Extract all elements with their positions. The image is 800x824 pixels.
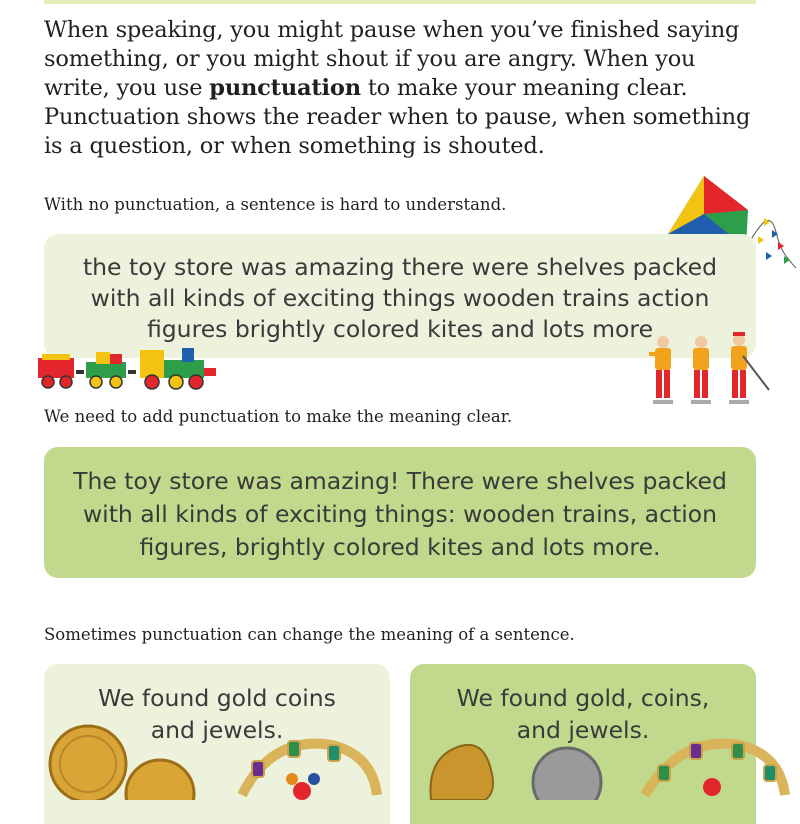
jeweled-bracelet-icon [640, 735, 790, 800]
meaning-example-b: We found gold, coins, and jewels. [456, 684, 710, 744]
top-rule [44, 0, 756, 4]
caption-change-meaning: Sometimes punctuation can change the meaning of a sentence. [44, 625, 575, 644]
silver-coin-icon [533, 748, 601, 800]
caption-no-punctuation: With no punctuation, a sentence is hard to understand. [44, 195, 507, 214]
intro-paragraph [44, 16, 764, 161]
punctuated-example-box [44, 447, 756, 578]
caption-add-punctuation: We need to add punctuation to make the meaning clear. [44, 407, 513, 426]
intro-text-1: When speaking, you might pause when you’ve finished saying something, or you might shout if you are angry. When you write, you use [44, 17, 740, 101]
gold-coins-icon [48, 720, 198, 800]
intro-text-2: to make your meaning clear. Punctuation shows the reader when to pause, when something is a question, or when something is shouted. [44, 75, 751, 159]
punctuated-sentence: The toy store was amazing! There were shelves packed with all kinds of exciting things: wooden trains, action figures, brightly colored kites and lots more. [73, 467, 727, 561]
gold-nugget-icon [425, 730, 625, 800]
toy-train-icon [30, 340, 220, 392]
meaning-example-a: We found gold coins and jewels. [98, 684, 336, 744]
unpunctuated-sentence: the toy store was amazing there were shelves packed with all kinds of exciting things wooden trains action figures brightly colored kites and lots more [82, 253, 718, 343]
worker-figures-icon [625, 330, 775, 410]
jeweled-bracelet-icon [232, 735, 382, 800]
intro-keyword: punctuation [209, 75, 361, 101]
